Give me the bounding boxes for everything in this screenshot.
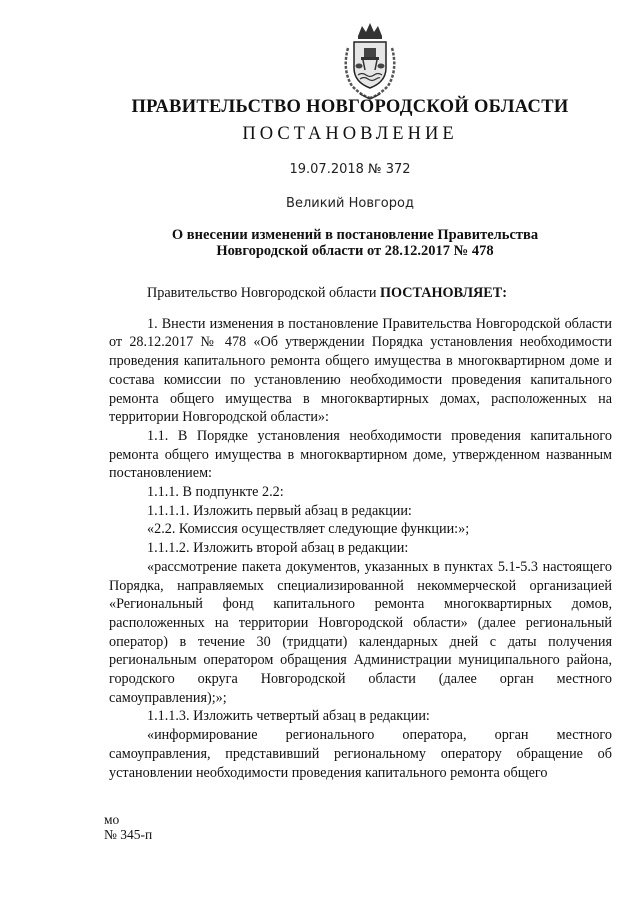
quoted-clause-review: «рассмотрение пакета документов, указанных в пунктах 5.1-5.3 настоящего Порядка, направляемых специализированной некоммерческой организацией «Региональный фонд капитального ремонта многоквартирных домов, расположенных на территории Новгородской области» (далее региональный оператор) в течение 30 (тридцати) календарных дней с даты получения региональным оператором обращения Администрации муниципального района, городского округа Новгородской области (далее орган местного самоуправления);»; (109, 558, 612, 706)
paragraph-1-1-1: 1.1.1. В подпункте 2.2: (147, 484, 284, 501)
document-type: ПОСТАНОВЛЕНИЕ (242, 124, 458, 144)
quoted-clause-2-2: «2.2. Комиссия осуществляет следующие функции:»; (147, 521, 470, 538)
document-city: Великий Новгород (286, 196, 414, 211)
document-date-number: 19.07.2018 № 372 (289, 162, 411, 177)
organization-title: ПРАВИТЕЛЬСТВО НОВГОРОДСКОЙ ОБЛАСТИ (131, 97, 569, 117)
paragraph-1-1: 1.1. В Порядке установления необходимости проведения капитального ремонта общего имущества в многоквартирном доме, утвержденном названным постановлением: (109, 427, 612, 482)
paragraph-1-1-1-2: 1.1.1.2. Изложить второй абзац в редакции: (147, 540, 409, 557)
subject-line: О внесении изменений в постановление Правительства (171, 227, 539, 243)
intro-text: Правительство Новгородской области (147, 285, 380, 301)
paragraph-1-1-1-3: 1.1.1.3. Изложить четвертый абзац в редакции: (147, 708, 430, 725)
quoted-clause-informing: «информирование регионального оператора, орган местного самоуправления, представивший региональному оператору обращение об установлении необходимости проведения капитального ремонта общего (109, 727, 612, 781)
intro-decree-word: ПОСТАНОВЛЯЕТ: (379, 285, 507, 301)
document-body (109, 284, 612, 782)
footer-code: мо (104, 812, 120, 827)
coat-of-arms-icon (338, 20, 402, 102)
paragraph-1: 1. Внести изменения в постановление Правительства Новгородской области от 28.12.2017 № 478 «Об утверждении Порядка установления необходимости проведения капитального ремонта общего имущества в многоквартирном доме и состава комиссии по установлению необходимости проведения капитального ремонта общего имущества в многоквартирных домах, расположенных на территории Новгородской области»: (109, 315, 612, 426)
subject-line: Новгородской области от 28.12.2017 № 478 (216, 243, 494, 259)
document-subject (70, 227, 640, 259)
resolution-intro (109, 284, 612, 303)
document-footer (104, 812, 152, 842)
footer-reg-number: № 345-п (104, 827, 153, 842)
paragraph-1-1-1-1: 1.1.1.1. Изложить первый абзац в редакции: (147, 502, 412, 519)
